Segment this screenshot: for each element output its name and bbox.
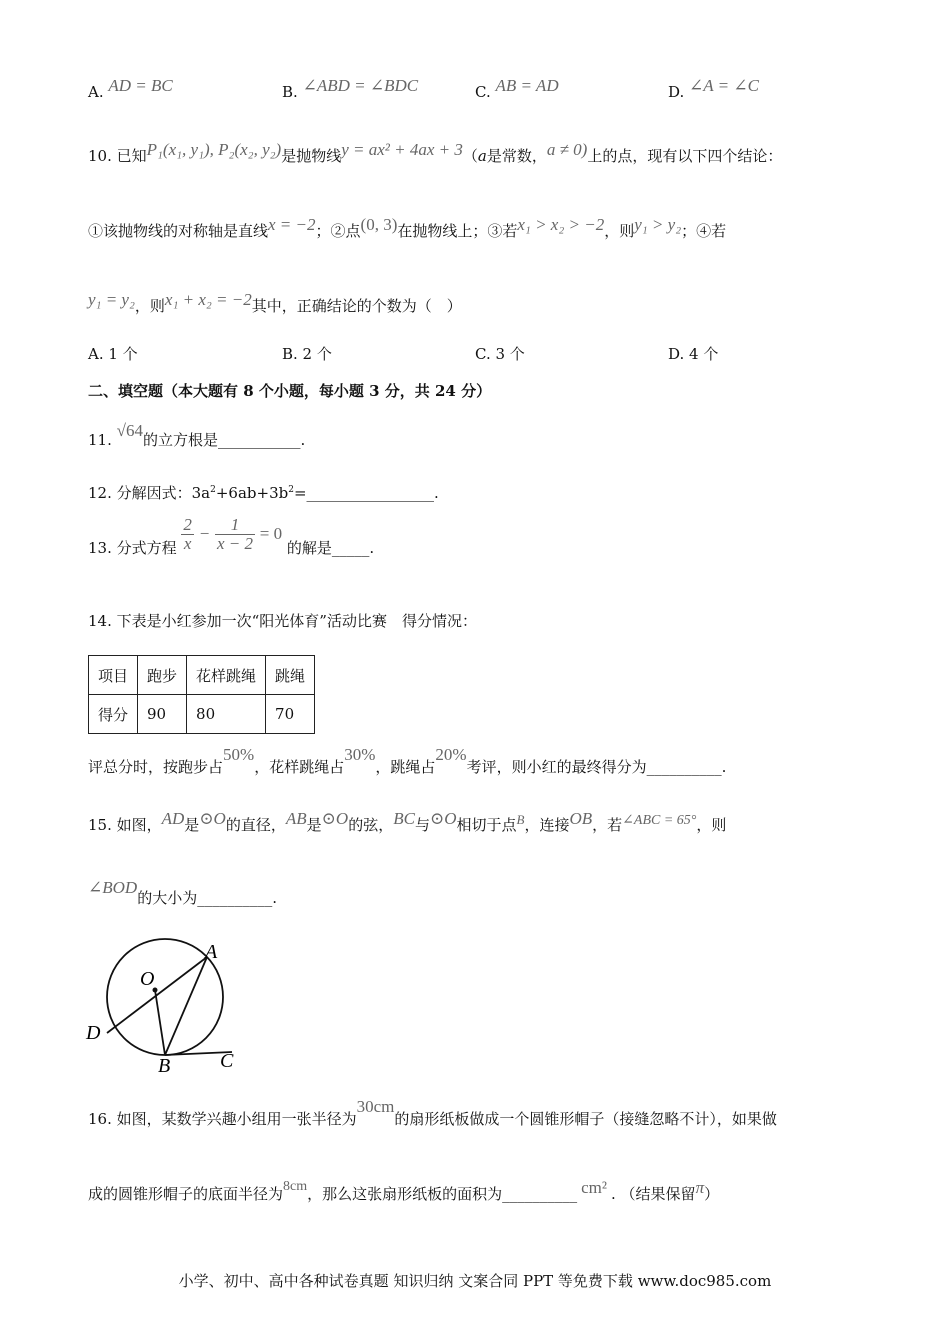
q15-expr: ∠ABC = 65°	[622, 813, 697, 828]
q15-expr: ⊙O	[429, 809, 457, 828]
fraction-numerator: 2	[183, 515, 192, 534]
q10-line-3	[88, 290, 462, 316]
q12-text: =_________________.	[293, 484, 439, 502]
q10-option-d[interactable]: D. 4 个	[668, 345, 719, 363]
q10-text: 在抛物线上；③若	[397, 222, 518, 240]
q16-line-1	[88, 1097, 777, 1129]
label-b: B	[158, 1055, 171, 1077]
q10-prefix: 10. 已知	[88, 147, 147, 165]
fraction-denominator: x − 2	[216, 534, 253, 553]
q13-equals: = 0	[259, 523, 283, 543]
q12-line	[88, 480, 439, 503]
q10-res4: x₁ + x₂ = −2	[164, 290, 252, 309]
q15-line-2	[88, 878, 277, 908]
q15-expr: AD	[161, 809, 185, 828]
q16-radius: 30cm	[356, 1097, 395, 1116]
label-a: A	[205, 941, 218, 963]
q15-text: 15. 如图，	[88, 816, 162, 834]
q12-text: 12. 分解因式：3a	[88, 484, 211, 502]
q14-percent: 30%	[344, 745, 376, 764]
q13-minus: −	[198, 523, 211, 543]
option-expr: ∠ABD = ∠BDC	[302, 76, 419, 95]
q14-line-1: 14. 下表是小红参加一次“阳光体育”活动比赛 得分情况：	[88, 612, 477, 630]
q10-line-2	[88, 215, 727, 241]
label-d: D	[86, 1022, 101, 1044]
q10-text: 是抛物线	[281, 147, 342, 165]
option-expr: AB = AD	[495, 76, 559, 95]
q13-text: 13. 分式方程	[88, 538, 177, 557]
q10-res3: y₁ > y₂	[634, 215, 682, 234]
q9-option-a[interactable]	[88, 76, 173, 102]
q15-text: 是	[306, 816, 322, 834]
q10-points: P₁(x₁, y₁), P₂(x₂, y₂)	[146, 140, 282, 159]
q16-base: 8cm	[283, 1179, 308, 1194]
option-label: C.	[475, 83, 491, 101]
q10-a-cond: a ≠ 0)	[546, 140, 588, 159]
q10-text: ，则	[604, 222, 635, 240]
chord-ab	[165, 957, 207, 1055]
q15-text: 的弦，	[348, 816, 394, 834]
table-row	[89, 656, 315, 695]
q9-option-b[interactable]	[282, 76, 419, 102]
q15-expr: BC	[393, 809, 415, 828]
q10-point: (0, 3)	[360, 215, 398, 234]
q15-text: 与	[414, 816, 430, 834]
q11-sqrt-expr: √64	[116, 421, 143, 440]
diameter-ad	[107, 957, 207, 1033]
table-cell: 花样跳绳	[187, 656, 266, 695]
q10-text: ；②点	[315, 222, 361, 240]
q16-text: 16. 如图，某数学兴趣小组用一张半径为	[88, 1110, 357, 1128]
q10-option-a[interactable]: A. 1 个	[88, 345, 138, 363]
table-cell: 90	[138, 695, 187, 734]
q12-sup: 2	[210, 485, 216, 495]
table-cell: 70	[266, 695, 315, 734]
q15-expr: AB	[285, 809, 307, 828]
q16-text: ，那么这张扇形纸板的面积为__________	[307, 1185, 578, 1203]
page-footer: 小学、初中、高中各种试卷真题 知识归纳 文案合同 PPT 等免费下载 www.doc985.com	[178, 1272, 772, 1290]
q16-unit: cm²	[581, 1178, 608, 1197]
radius-ob	[155, 990, 165, 1055]
q11-prefix: 11.	[88, 431, 112, 449]
option-label: D.	[668, 83, 685, 101]
q15-text: ，连接	[524, 816, 570, 834]
option-expr: ∠A = ∠C	[689, 76, 759, 95]
section-heading: 二、填空题（本大题有 8 个小题，每小题 3 分，共 24 分）	[88, 382, 492, 400]
option-label: A.	[88, 83, 104, 101]
table-cell: 跑步	[138, 656, 187, 695]
label-c: C	[220, 1050, 234, 1072]
fraction-numerator: 1	[215, 516, 255, 535]
q10-text: ，则	[134, 297, 165, 315]
q12-text: +6ab+3b	[215, 484, 289, 502]
q10-option-c[interactable]: C. 3 个	[475, 345, 525, 363]
q12-sup: 2	[288, 485, 294, 495]
q15-text: 的直径，	[225, 816, 286, 834]
q10-option-b[interactable]: B. 2 个	[282, 345, 332, 363]
q14-text: 评总分时，按跑步占	[88, 758, 224, 776]
q14-text: ，跳绳占	[375, 758, 436, 776]
q15-expr: ⊙O	[199, 809, 226, 828]
q15-text: 的大小为__________.	[137, 889, 277, 907]
q14-line-2	[88, 745, 727, 777]
q10-text: ①该抛物线的对称轴是直线	[88, 222, 269, 240]
q15-line-1	[88, 809, 727, 837]
q13-fraction-1	[181, 516, 194, 553]
q15-text: ，若	[592, 816, 623, 834]
q10-line-1	[88, 140, 783, 166]
option-expr: AD = BC	[108, 76, 173, 95]
q10-paren: （	[462, 147, 478, 165]
q10-text: 其中，正确结论的个数为（ ）	[251, 297, 462, 315]
fraction-denominator: x	[183, 534, 192, 553]
q10-text: 上的点，现有以下四个结论：	[587, 147, 783, 165]
table-cell: 跳绳	[266, 656, 315, 695]
q16-text: . （结果保留	[611, 1185, 696, 1203]
q15-text: 相切于点	[456, 816, 517, 834]
q15-geometry-figure	[80, 930, 250, 1080]
table-row	[89, 695, 315, 734]
q16-line-2	[88, 1178, 720, 1206]
q14-text: 考评，则小红的最终得分为__________.	[466, 758, 727, 776]
q10-parabola: y = ax² + 4ax + 3	[341, 140, 463, 159]
q10-a-var: a	[477, 147, 487, 165]
q15-expr: B	[516, 812, 525, 827]
q13-text: 的解是_____.	[286, 538, 375, 557]
q16-text: 成的圆锥形帽子的底面半径为	[88, 1185, 284, 1203]
q11-text: 的立方根是___________.	[142, 431, 306, 449]
q11-line	[88, 421, 306, 450]
table-cell: 项目	[89, 656, 138, 695]
q14-percent: 50%	[223, 745, 255, 764]
q16-pi: π	[695, 1178, 705, 1197]
q10-axis-eq: x = −2	[268, 215, 316, 234]
q14-percent: 20%	[435, 745, 467, 764]
table-cell: 80	[187, 695, 266, 734]
q15-expr: ⊙O	[321, 809, 349, 828]
q9-option-d[interactable]	[668, 76, 759, 102]
q10-cond4: y₁ = y₂	[88, 290, 135, 309]
q14-text: ，花样跳绳占	[254, 758, 345, 776]
q13-fraction-2	[215, 516, 255, 553]
score-table	[88, 655, 315, 734]
q10-cond3: x₁ > x₂ > −2	[517, 215, 605, 234]
q15-expr: ∠BOD	[88, 878, 138, 897]
q10-text: 是常数，	[486, 147, 547, 165]
q16-text: 的扇形纸板做成一个圆锥形帽子（接缝忽略不计），如果做	[394, 1110, 777, 1128]
option-label: B.	[282, 83, 298, 101]
q9-option-c[interactable]	[475, 76, 559, 102]
q16-text: ）	[704, 1185, 720, 1203]
label-o: O	[140, 968, 155, 990]
q15-text: 是	[184, 816, 200, 834]
q13-line	[88, 515, 375, 557]
table-cell: 得分	[89, 695, 138, 734]
q15-text: ，则	[696, 816, 727, 834]
q10-text: ；④若	[681, 222, 727, 240]
q15-expr: OB	[569, 809, 593, 828]
